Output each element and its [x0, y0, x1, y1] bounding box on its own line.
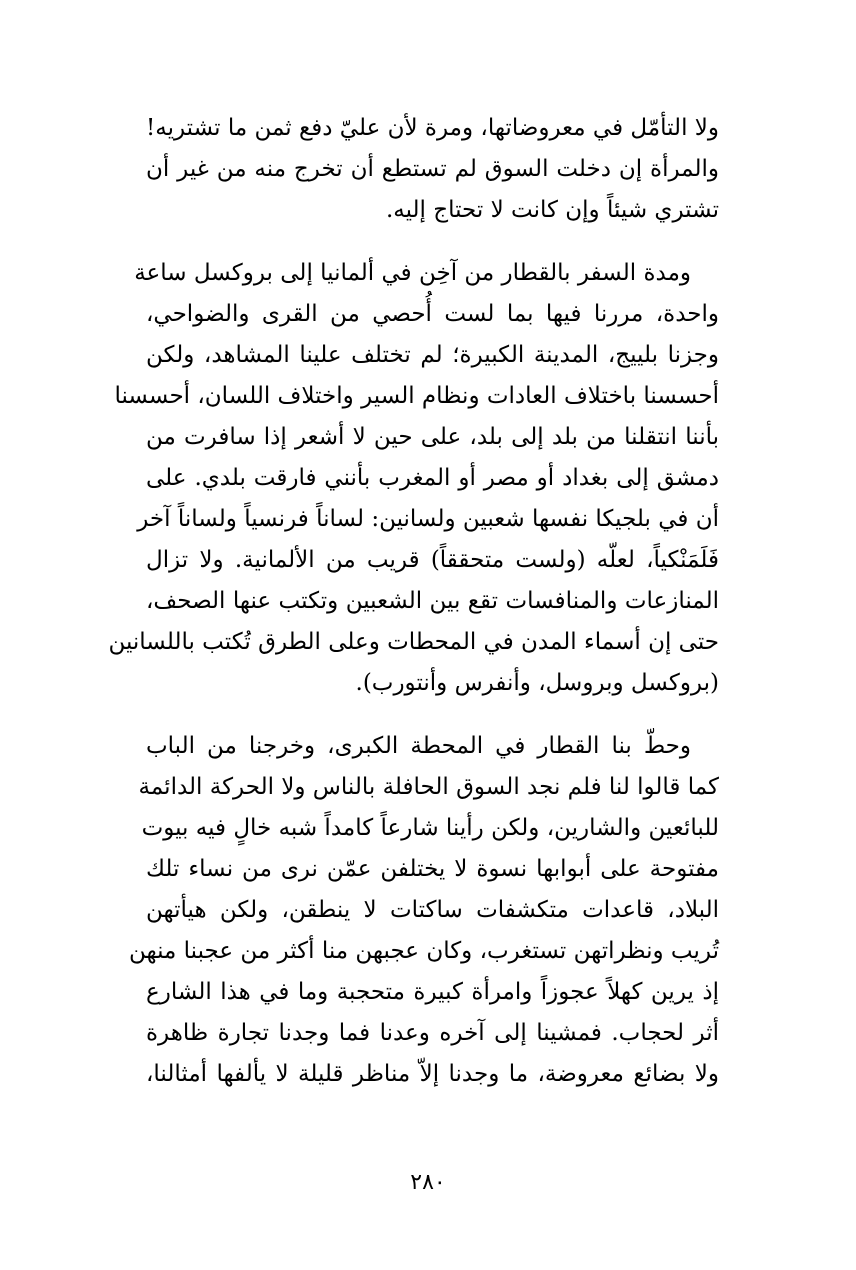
text-line [134, 253, 719, 294]
text-line: كما قالوا لنا فلم نجد السوق الحافلة بالناس ولا الحركة الدائمة [138, 774, 719, 800]
paragraph-3 [128, 726, 719, 1095]
text-line: (بروكسل وبروسل، وأنفرس وأنتورب). [355, 670, 719, 696]
text-line: البلاد، قاعدات متكشفات ساكتات لا ينطقن، ولكن هيأتهن [146, 897, 719, 923]
text-line: مفتوحة على أبوابها نسوة لا يختلفن عمّن نرى من نساء تلك [146, 856, 719, 882]
body-text [108, 108, 719, 1117]
text-line: واحدة، مررنا فيها بما لست أُحصي من القرى والضواحي، [146, 301, 719, 327]
text-line: فَلَمَنْكياً، لعلّه (ولست متحققاً) قريب من الألمانية. ولا تزال [146, 547, 719, 573]
text-line: بأننا انتقلنا من بلد إلى بلد، على حين لا أشعر إذا سافرت من [146, 424, 719, 450]
text-line: تُريب ونظراتهن تستغرب، وكان عجبهن منا أكثر من عجبنا منهن [128, 938, 719, 964]
text-line: ولا بضائع معروضة، ما وجدنا إلاّ مناظر قليلة لا يألفها أمثالنا، [146, 1061, 719, 1087]
text-line: حتى إن أسماء المدن في المحطات وعلى الطرق تُكتب باللسانين [108, 629, 719, 655]
text-line-content: وحطّ بنا القطار في المحطة الكبرى، وخرجنا من الباب [146, 733, 691, 759]
text-line: المنازعات والمنافسات تقع بين الشعبين وتكتب عنها الصحف، [146, 588, 719, 614]
text-line [146, 726, 719, 767]
text-line: دمشق إلى بغداد أو مصر أو المغرب بأنني فارقت بلدي. على [146, 465, 719, 491]
text-line: إذ يرين كهلاً عجوزاً وامرأة كبيرة متحجبة وما في هذا الشارع [146, 979, 719, 1005]
page-number: ٢٨٠ [410, 1170, 446, 1195]
paragraph-2 [108, 253, 719, 704]
text-line: للبائعين والشارين، ولكن رأينا شارعاً كامداً شبه خالٍ فيه بيوت [141, 815, 719, 841]
text-line: ولا التأمّل في معروضاتها، ومرة لأن عليّ دفع ثمن ما تشتريه! [146, 115, 719, 141]
text-line: أثر لحجاب. فمشينا إلى آخره وعدنا فما وجدنا تجارة ظاهرة [146, 1020, 719, 1046]
text-line-content: ومدة السفر بالقطار من آخِن في ألمانيا إلى بروكسل ساعة [134, 260, 691, 286]
text-line: والمرأة إن دخلت السوق لم تستطع أن تخرج منه من غير أن [146, 156, 719, 182]
paragraph-1 [146, 108, 719, 231]
text-line: أحسسنا باختلاف العادات ونظام السير واختلاف اللسان، أحسسنا [114, 383, 719, 409]
text-line: أن في بلجيكا نفسها شعبين ولسانين: لساناً فرنسياً ولساناً آخر [137, 506, 719, 532]
text-line: وجزنا بلييج، المدينة الكبيرة؛ لم تختلف علينا المشاهد، ولكن [146, 342, 719, 368]
text-line: تشتري شيئاً وإن كانت لا تحتاج إليه. [385, 197, 719, 223]
